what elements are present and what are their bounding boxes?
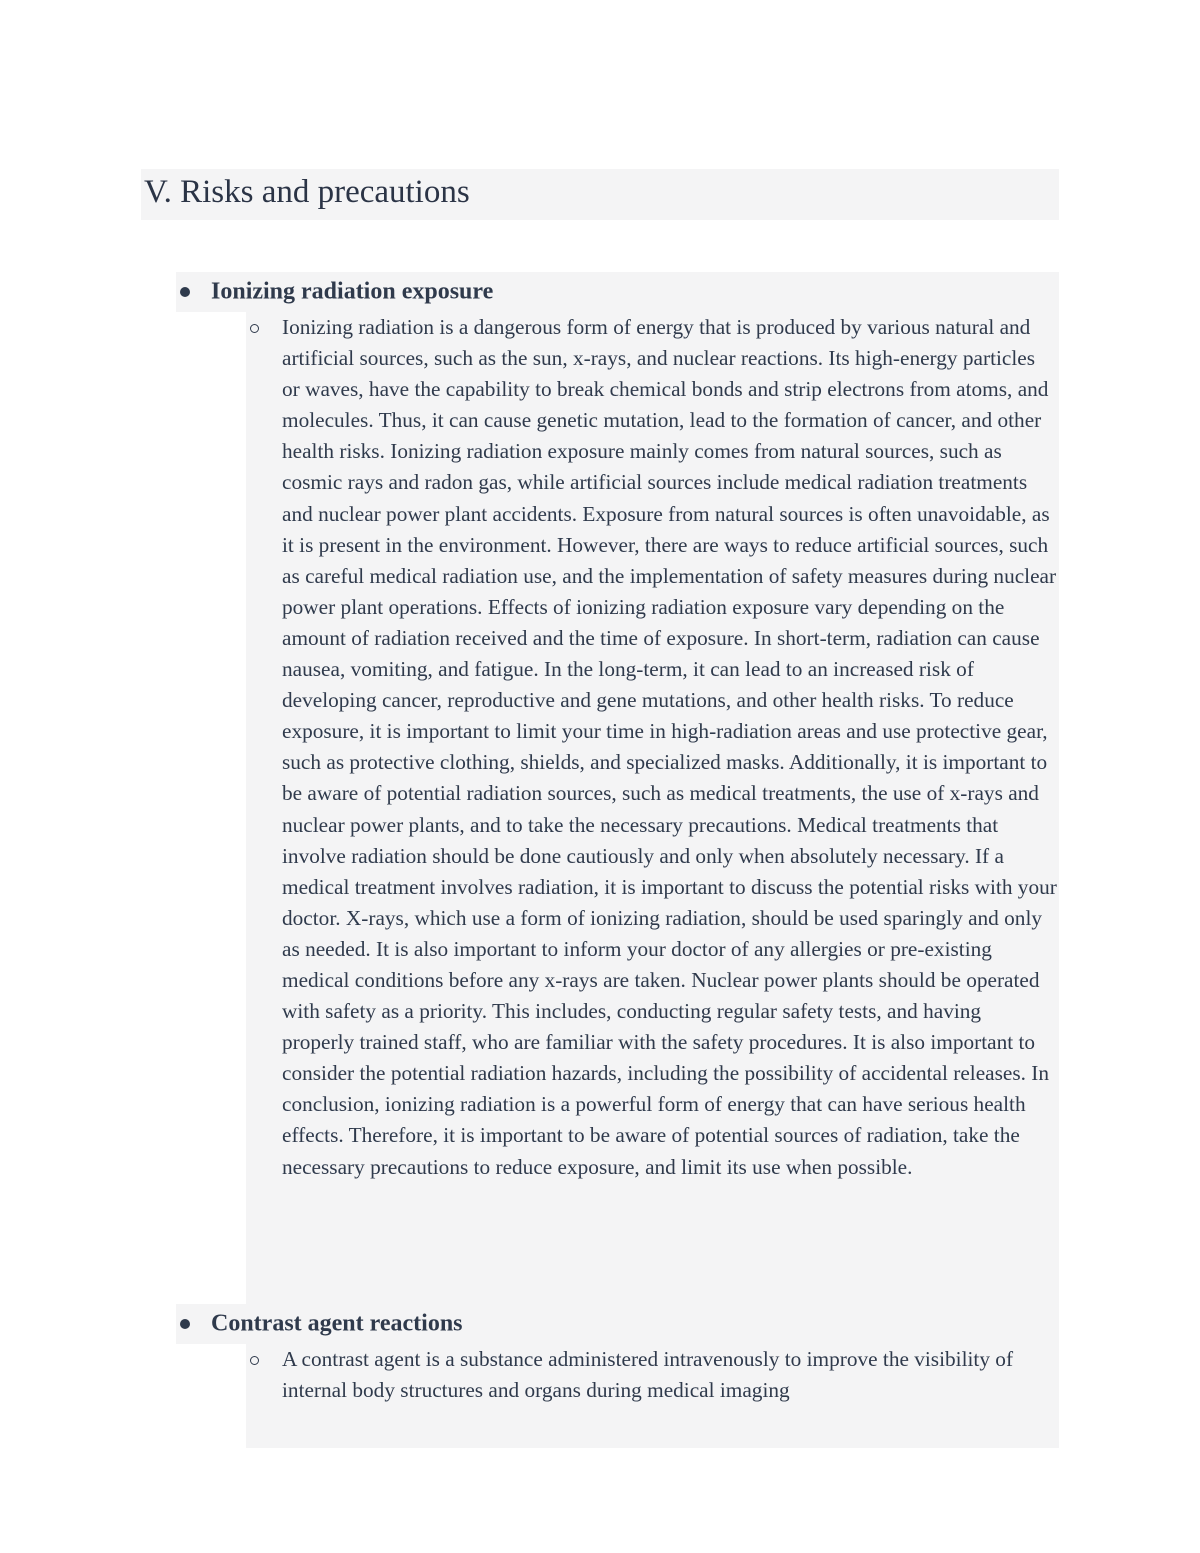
- page-title: V. Risks and precautions: [144, 174, 470, 210]
- list-item-heading: Ionizing radiation exposure: [211, 278, 494, 305]
- list-item-ionizing-radiation: [176, 272, 1059, 1310]
- sub-list-item: [246, 1344, 1059, 1448]
- list-item-heading-row: [176, 272, 1059, 312]
- filled-circle-bullet-icon: [180, 1319, 190, 1329]
- paragraph-text: Ionizing radiation is a dangerous form of energy that is produced by various natural and artificial sources, such as the sun, x-rays, and nuclear reactions. Its high-energy particles or waves, have the capability to break chemical bonds and strip electrons from atoms, and molecules. Thus, it can cause genetic mutation, lead to the formation of cancer, and other health risks. Ionizing radiation exposure mainly comes from natural sources, such as cosmic rays and radon gas, while artificial sources include medical radiation treatments and nuclear power plant accidents. Exposure from natural sources is often unavoidable, as it is present in the environment. However, there are ways to reduce artificial sources, such as careful medical radiation use, and the implementation of safety measures during nuclear power plant operations. Effects of ionizing radiation exposure vary depending on the amount of radiation received and the time of exposure. In short-term, radiation can cause nausea, vomiting, and fatigue. In the long-term, it can lead to an increased risk of developing cancer, reproductive and gene mutations, and other health risks. To reduce exposure, it is important to limit your time in high-radiation areas and use protective gear, such as protective clothing, shields, and specialized masks. Additionally, it is important to be aware of potential radiation sources, such as medical treatments, the use of x-rays and nuclear power plants, and to take the necessary precautions. Medical treatments that involve radiation should be done cautiously and only when absolutely necessary. If a medical treatment involves radiation, it is important to discuss the potential risks with your doctor. X-rays, which use a form of ionizing radiation, should be used sparingly and only as needed. It is also important to inform your doctor of any allergies or pre-existing medical conditions before any x-rays are taken. Nuclear power plants should be operated with safety as a priority. This includes, conducting regular safety tests, and having properly trained staff, who are familiar with the safety procedures. It is also important to consider the potential radiation hazards, including the possibility of accidental releases. In conclusion, ionizing radiation is a powerful form of energy that can have serious health effects. Therefore, it is important to be aware of potential sources of radiation, take the necessary precautions to reduce exposure, and limit its use when possible.: [282, 315, 1057, 1179]
- section-title-block: [141, 169, 1059, 220]
- list-item-contrast-agent: [176, 1304, 1059, 1448]
- paragraph-text: A contrast agent is a substance administered intravenously to improve the visibility of internal body structures and organs during medical imaging: [282, 1347, 1014, 1403]
- sub-list-item: [246, 312, 1059, 1310]
- list-item-heading-row: [176, 1304, 1059, 1344]
- filled-circle-bullet-icon: [180, 287, 190, 297]
- hollow-circle-bullet-icon: [250, 1356, 259, 1365]
- list-item-heading: Contrast agent reactions: [211, 1310, 463, 1337]
- hollow-circle-bullet-icon: [250, 324, 259, 333]
